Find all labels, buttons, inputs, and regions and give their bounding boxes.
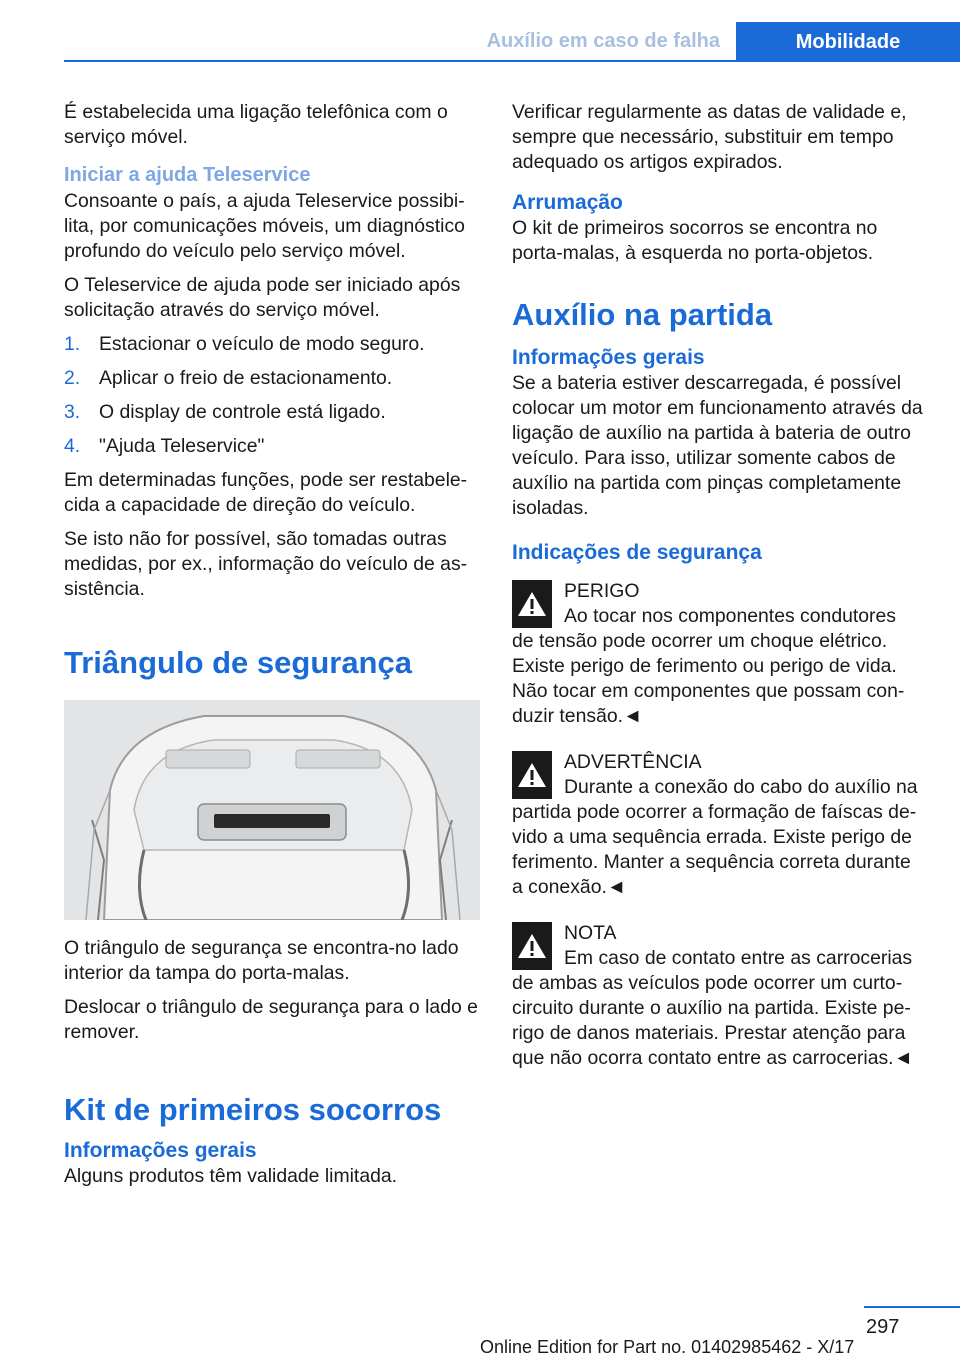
warning-text-rest: partida pode ocorrer a formação de faíscas devido a uma sequência errada. Existe perigo de ferimento. Manter a sequência correta durante a conexão.◄ [512,801,917,898]
warning-triangle-icon [512,580,552,628]
header-section-title: Auxílio em caso de falha [486,30,720,52]
header-rule [64,60,960,62]
trunk-lid-drawing [64,700,480,920]
step-text: "Ajuda Teleservice" [99,435,265,457]
step-number: 2. [64,367,81,389]
warning-text [512,946,924,1071]
warning-triangle-icon [512,922,552,970]
step-number: 1. [64,333,81,355]
warning-text-rest: de tensão pode ocorrer um choque elétrico. Existe perigo de ferimento ou perigo de vida. Não tocar em componentes que possam conduzir tensão.◄ [512,630,905,727]
right-column [512,100,924,1077]
warning-text-first-line: Ao tocar nos componentes condutores [564,605,896,627]
warning-text-first-line: Em caso de contato entre as carrocerias [564,947,913,969]
first-aid-kit-paragraph: Alguns produtos têm validade limitada. [64,1165,398,1187]
warning-text-first-line: Durante a conexão do cabo do auxílio na [564,776,918,798]
warning-text-rest: de ambas as veículos pode ocorrer um curto-circuito durante o auxílio na partida. Existe perigo de danos materiais. Prestar atenção para que não ocorra contato entre as carrocerias.◄ [512,972,913,1069]
warning-title: PERIGO [564,580,640,602]
triangle-paragraph-1: O triângulo de segurança se encontra-no lado interior da tampa do porta-malas. [64,937,459,984]
warning-danger [512,578,924,729]
header-chapter-tab: Mobilidade [736,22,960,62]
after-steps-paragraph-2: Se isto não for possível, são tomadas outras medidas, por ex., informação do veículo de assistência. [64,528,468,600]
after-steps-paragraph-1: Em determinadas funções, pode ser restabelecida a capacidade de direção do veículo. [64,469,468,516]
footer-rule [864,1306,960,1308]
step-text: Aplicar o freio de estacionamento. [99,367,393,389]
warning-title: NOTA [564,922,617,944]
step-number: 4. [64,435,81,457]
warning-caution [512,749,924,900]
kit-validity-paragraph: Verificar regularmente as datas de validade e, sempre que necessário, substituir em tempo adequado os artigos expirados. [512,101,907,173]
step-number: 3. [64,401,81,423]
jump-start-subheading: Informações gerais [512,346,705,369]
page-number: 297 [866,1316,900,1338]
triangle-paragraph-2: Deslocar o triângulo de segurança para o lado e remover. [64,996,478,1043]
teleservice-paragraph-1: Consoante o país, a ajuda Teleservice possibilita, por comunicações móveis, um diagnóstico profundo do veículo pelo serviço móvel. [64,190,465,262]
first-aid-kit-heading: Kit de primeiros socorros [64,1092,442,1127]
step-item [64,366,480,391]
step-item [64,400,480,425]
step-item [64,434,480,459]
trunk-lid-illustration [64,700,480,920]
edition-footer: Online Edition for Part no. 01402985462 - X/17 [480,1337,855,1357]
page-header [0,0,960,62]
step-item [64,332,480,357]
warning-notice [512,920,924,1071]
teleservice-paragraph-2: O Teleservice de ajuda pode ser iniciado após solicitação através do serviço móvel. [64,274,461,321]
step-text: O display de controle está ligado. [99,401,386,423]
teleservice-heading: Iniciar a ajuda Teleservice [64,164,311,186]
triangle-heading: Triângulo de segurança [64,645,412,680]
first-aid-kit-subheading: Informações gerais [64,1139,257,1162]
warning-text [512,775,924,900]
storage-paragraph: O kit de primeiros socorros se encontra no porta-malas, à esquerda no porta-objetos. [512,217,878,264]
intro-paragraph: É estabelecida uma ligação telefônica com o serviço móvel. [64,101,448,148]
left-column [64,100,480,1198]
warning-triangle-icon [512,751,552,799]
warning-title: ADVERTÊNCIA [564,751,702,773]
step-text: Estacionar o veículo de modo seguro. [99,333,425,355]
teleservice-steps [64,332,480,459]
safety-heading: Indicações de segurança [512,541,762,564]
storage-heading: Arrumação [512,191,623,214]
jump-start-paragraph: Se a bateria estiver descarregada, é possível colocar um motor em funcionamento através da ligação de auxílio na partida à bateria de outro veículo. Para isso, utilizar somente cabos de auxílio na partida com pinças completamente isoladas. [512,372,923,519]
jump-start-heading: Auxílio na partida [512,297,773,332]
warning-text [512,604,924,729]
